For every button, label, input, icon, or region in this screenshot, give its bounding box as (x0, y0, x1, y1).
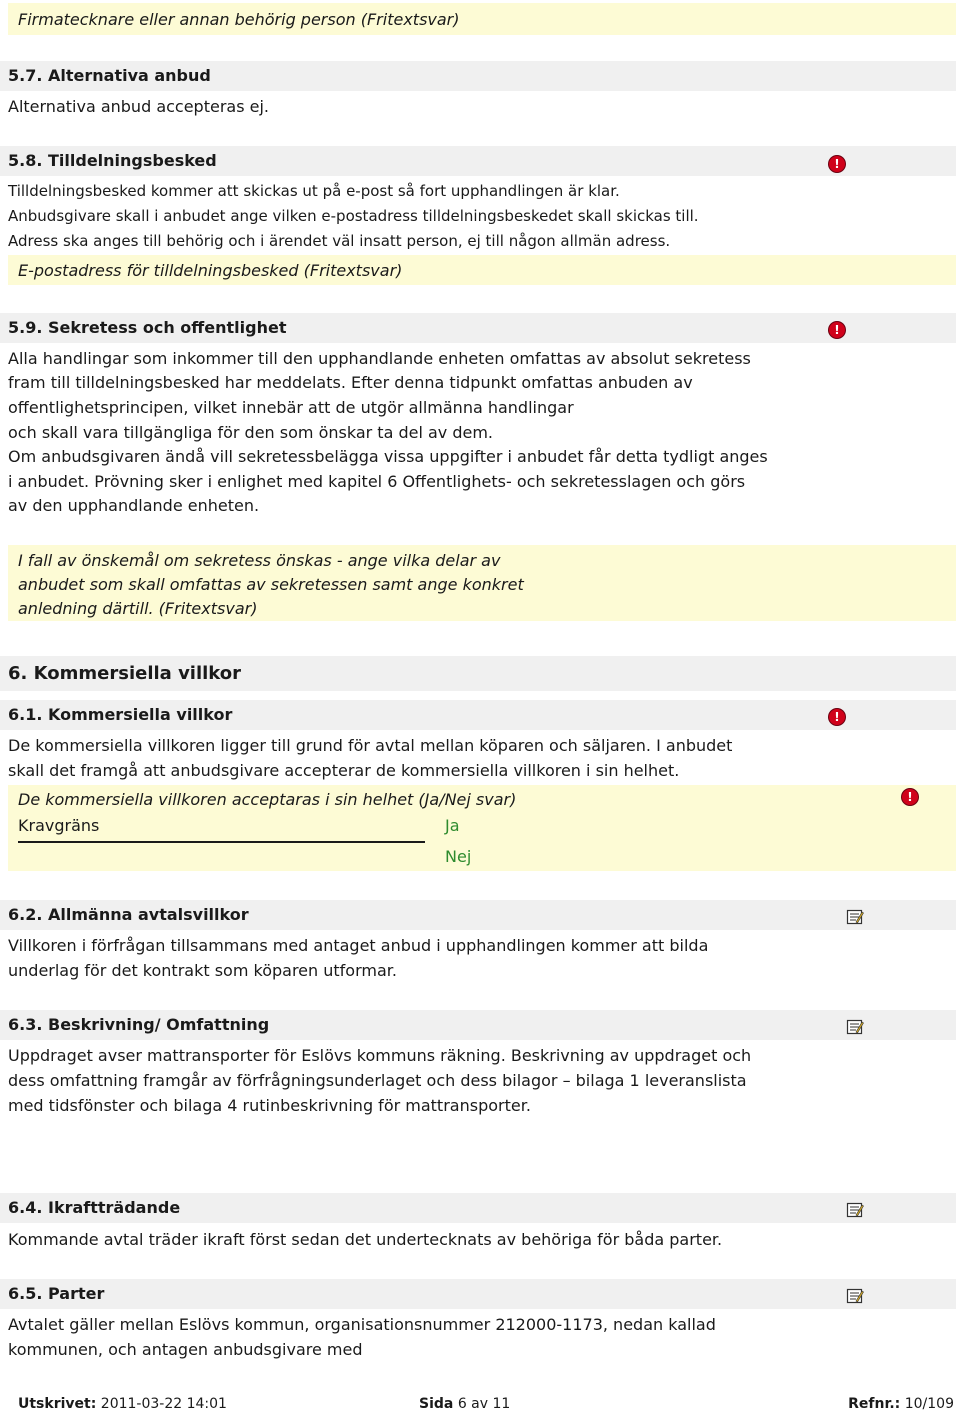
section-5-9-line: fram till tilldelningsbesked har meddelats. Efter denna tidpunkt omfattas anbuden av (8, 373, 693, 392)
section-5-8-line: Anbudsgivare skall i anbudet ange vilken e-postadress tilldelningsbeskedet skall skickas till. (8, 207, 699, 225)
document-edit-icon (846, 908, 864, 926)
section-5-8-line: Adress ska anges till behörig och i ärendet väl insatt person, ej till någon allmän adress. (8, 232, 671, 250)
section-6-3-header (0, 1010, 956, 1040)
document-edit-icon (846, 1201, 864, 1219)
warning-icon: ! (902, 789, 918, 805)
confidentiality-field-label: anbudet som skall omfattas av sekretessen samt ange konkret (18, 575, 524, 594)
signatory-field-label: Firmatecknare eller annan behörig person (Fritextsvar) (18, 10, 460, 29)
section-5-7-text: Alternativa anbud accepteras ej. (8, 97, 270, 116)
section-6-4-header (0, 1193, 956, 1223)
warning-icon: ! (829, 709, 845, 725)
section-5-7-header (0, 61, 956, 91)
confidentiality-field[interactable] (8, 545, 956, 621)
signatory-field[interactable] (8, 3, 956, 35)
section-5-8-line: Tilldelningsbesked kommer att skickas ut på e-post så fort upphandlingen är klar. (8, 182, 620, 200)
confidentiality-field-label: anledning därtill. (Fritextsvar) (18, 599, 258, 618)
limit-underline (18, 841, 425, 843)
section-6-3-line: dess omfattning framgår av förfrågningsunderlaget och dess bilagor – bilaga 1 leveranslista (8, 1071, 747, 1090)
section-6-2-header (0, 900, 956, 930)
warning-icon: ! (829, 322, 845, 338)
document-edit-icon (846, 1287, 864, 1305)
section-5-9-line: och skall vara tillgängliga för den som önskar ta del av dem. (8, 423, 494, 442)
footer-ref-value: 10/109 (904, 1396, 954, 1412)
section-6-1-line: skall det framgå att anbudsgivare accepterar de kommersiella villkoren i sin helhet. (8, 761, 680, 780)
section-5-9-line: i anbudet. Prövning sker i enlighet med kapitel 6 Offentlighets- och sekretesslagen och görs (8, 472, 746, 491)
section-5-7-title: 5.7. Alternativa anbud (8, 66, 211, 85)
section-6-4-title: 6.4. Ikraftträdande (8, 1198, 181, 1217)
section-6-2-line: Villkoren i förfrågan tillsammans med antaget anbud i upphandlingen kommer att bilda (8, 936, 709, 955)
answer-no[interactable]: Nej (445, 847, 472, 866)
section-5-9-line: Om anbudsgivaren ändå vill sekretessbelägga vissa uppgifter i anbudet får detta tydligt anges (8, 447, 768, 466)
footer-page-value: 6 av 11 (457, 1396, 511, 1412)
section-6-5-line: kommunen, och antagen anbudsgivare med (8, 1340, 363, 1359)
section-6-5-header (0, 1279, 956, 1309)
footer-printed (18, 1396, 227, 1412)
section-6-header (0, 656, 956, 691)
confidentiality-field-label: I fall av önskemål om sekretess önskas - ange vilka delar av (18, 551, 501, 570)
email-award-field-label: E-postadress för tilldelningsbesked (Fritextsvar) (18, 261, 403, 280)
section-6-3-line: Uppdraget avser mattransporter för Eslövs kommuns räkning. Beskrivning av uppdraget och (8, 1046, 752, 1065)
section-6-1-header (0, 700, 956, 730)
section-6-2-title: 6.2. Allmänna avtalsvillkor (8, 905, 249, 924)
section-5-8-title: 5.8. Tilldelningsbesked (8, 151, 217, 170)
footer-printed-value: 2011-03-22 14:01 (100, 1396, 227, 1412)
footer-printed-label: Utskrivet: (18, 1396, 97, 1412)
section-6-2-line: underlag för det kontrakt som köparen utformar. (8, 961, 397, 980)
warning-icon: ! (829, 156, 845, 172)
email-award-field[interactable] (8, 255, 956, 285)
footer-page-label: Sida (419, 1396, 454, 1412)
section-6-4-text: Kommande avtal träder ikraft först sedan det undertecknats av behöriga för båda parter. (8, 1230, 723, 1249)
footer-page (419, 1396, 510, 1412)
section-6-title: 6. Kommersiella villkor (8, 663, 242, 684)
section-6-1-line: De kommersiella villkoren ligger till grund för avtal mellan köparen och säljaren. I anbudet (8, 736, 733, 755)
footer-ref-label: Refnr.: (848, 1396, 901, 1412)
section-5-8-header (0, 146, 956, 176)
section-6-3-line: med tidsfönster och bilaga 4 rutinbeskrivning för mattransporter. (8, 1096, 531, 1115)
answer-yes[interactable]: Ja (445, 816, 460, 835)
section-5-9-line: Alla handlingar som inkommer till den upphandlande enheten omfattas av absolut sekretess (8, 349, 751, 368)
commercial-terms-field[interactable] (8, 785, 956, 871)
section-5-9-header (0, 313, 956, 343)
section-6-5-title: 6.5. Parter (8, 1284, 105, 1303)
section-6-1-title: 6.1. Kommersiella villkor (8, 705, 233, 724)
footer-ref (848, 1396, 954, 1412)
limit-label: Kravgräns (18, 816, 100, 835)
section-6-3-title: 6.3. Beskrivning/ Omfattning (8, 1015, 270, 1034)
commercial-terms-field-label: De kommersiella villkoren acceptaras i sin helhet (Ja/Nej svar) (18, 790, 517, 809)
document-edit-icon (846, 1018, 864, 1036)
section-6-5-line: Avtalet gäller mellan Eslövs kommun, organisationsnummer 212000-1173, nedan kallad (8, 1315, 716, 1334)
section-5-9-title: 5.9. Sekretess och offentlighet (8, 318, 287, 337)
section-5-9-line: offentlighetsprincipen, vilket innebär att de utgör allmänna handlingar (8, 398, 574, 417)
section-5-9-line: av den upphandlande enheten. (8, 496, 260, 515)
